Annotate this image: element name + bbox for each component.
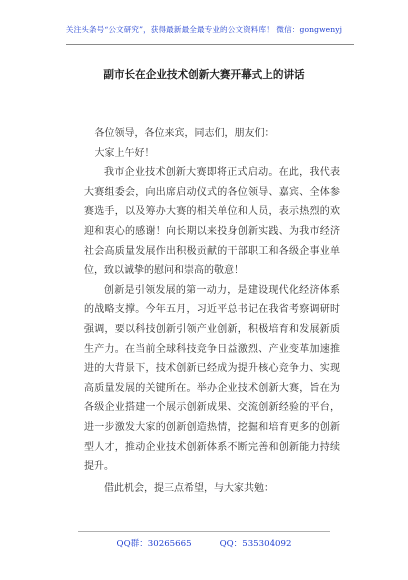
paragraph-opening: 我市企业技术创新大赛即将正式启动。在此，我代表大赛组委会，向出席启动仪式的各位领导、嘉宾、全体参赛选手，以及筹办大赛的相关单位和人员，表示热烈的欢迎和衷心的感谢！向长期以来投身创新实践、为我市经济社会高质量发展作出积极贡献的干部职工和各级企事业单位，致以诚挚的慰问和崇高的敬意！: [84, 167, 340, 277]
header-divider: [66, 44, 354, 45]
speech-body: [84, 124, 340, 498]
footer-qq-group: QQ群：30265665: [116, 539, 192, 549]
paragraph-hopes: 借此机会，提三点希望，与大家共勉：: [104, 482, 274, 494]
document-title: 副市长在企业技术创新大赛开幕式上的讲话: [103, 69, 305, 81]
greeting: 大家上午好！: [94, 147, 155, 159]
paragraph-innovation: 创新是引领发展的第一动力，是建设现代化经济体系的战略支撑。今年五月，习近平总书记在我省考察调研时强调，要以科技创新引领产业创新，积极培育和发展新质生产力。在当前全球科技竞争日益激烈、产业变革加速推进的大背景下，技术创新已经成为提升核心竞争力、实现高质量发展的关键所在。举办企业技术创新大赛，旨在为各级企业搭建一个展示创新成果、交流创新经验的平台，进一步激发大家的创新创造热情，挖掘和培育更多的创新型人才，推动企业技术创新体系不断完善和创新能力持续提升。: [84, 284, 340, 473]
footer-qq: QQ：535304092: [219, 539, 292, 549]
header-promo-note: 关注头条号“公文研究”，获得最新最全最专业的公文资料库！ 微信：gongwenyj: [65, 25, 343, 34]
footer-contact: [0, 537, 408, 549]
salutation: 各位领导，各位来宾，同志们，朋友们：: [94, 128, 275, 139]
footer-divider: [78, 531, 330, 532]
